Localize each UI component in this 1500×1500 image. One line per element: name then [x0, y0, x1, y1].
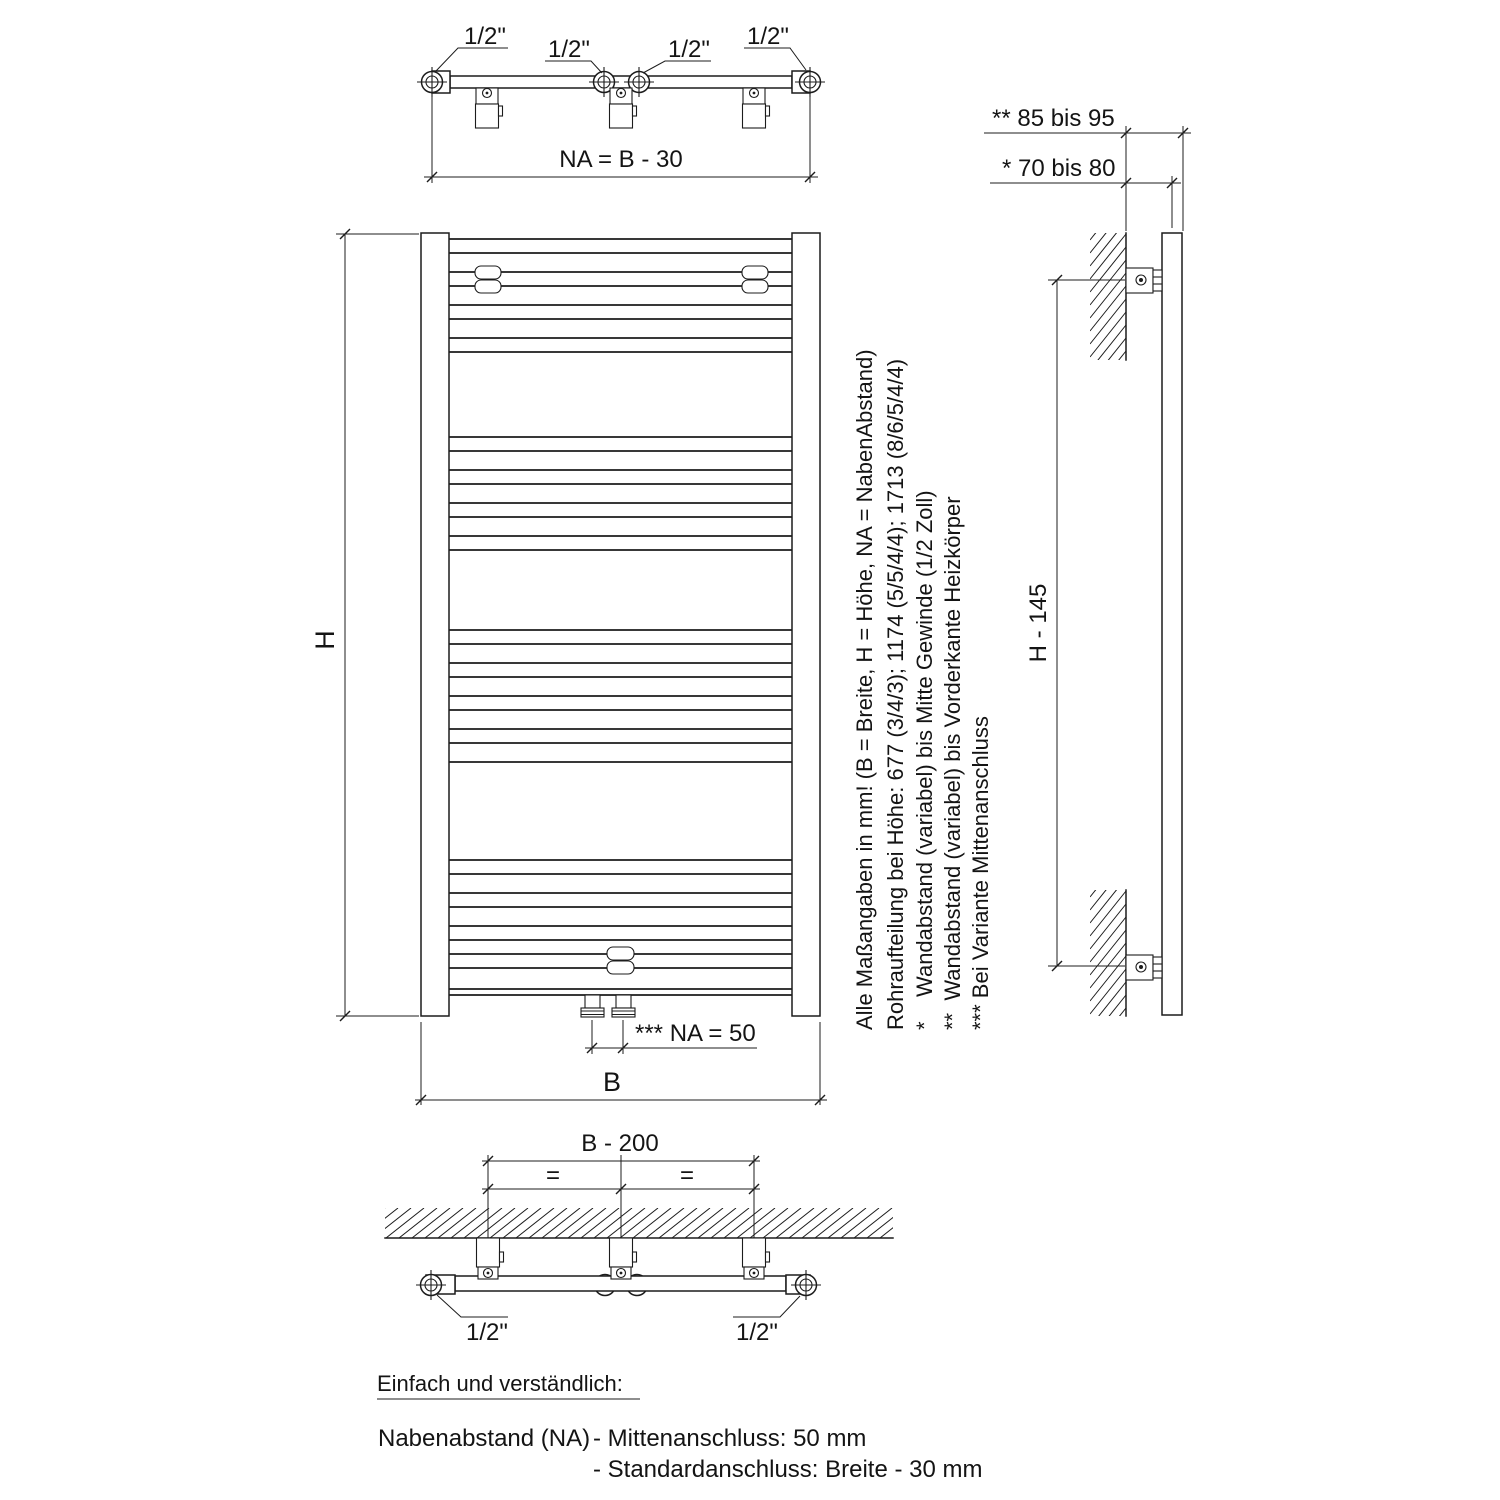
dim-height: [310, 229, 419, 1021]
footer: [377, 1371, 983, 1483]
connection-size-label-bottom-right: 1/2": [736, 1319, 778, 1346]
notes-column: [852, 349, 993, 1030]
wall-bracket-side-top: [1126, 268, 1162, 293]
connection-size-label-2: 1/2": [548, 36, 590, 63]
equal-mark-right: =: [679, 1162, 695, 1189]
front-view: [310, 229, 827, 1105]
leader-half-inch-4: [744, 48, 806, 70]
bottom-view: [347, 1130, 957, 1346]
dim-bracket-spacing: [1025, 275, 1125, 971]
radiator-panel-side: [1162, 233, 1182, 1015]
right-vertical-tube: [792, 233, 820, 1016]
connection-size-label-1: 1/2": [464, 23, 506, 50]
leader-half-inch-1: [436, 48, 508, 71]
wall-brackets-top-view: [476, 88, 770, 128]
footer-term: Nabenabstand (NA): [378, 1425, 591, 1452]
leader-half-inch-bottom-left: [437, 1295, 508, 1317]
rung-pipes: [449, 239, 792, 995]
dim-label-height: H: [310, 630, 340, 650]
dim-label-na-top: NA = B - 30: [559, 146, 683, 173]
footer-item-standard-connection: - Standardanschluss: Breite - 30 mm: [593, 1456, 983, 1483]
connection-size-label-3: 1/2": [668, 36, 710, 63]
dim-wall-to-thread: [990, 155, 1181, 228]
dim-label-wall-front: ** 85 bis 95: [992, 105, 1115, 132]
dim-label-center-na: *** NA = 50: [635, 1020, 756, 1047]
connection-size-label-bottom-left: 1/2": [466, 1319, 508, 1346]
leader-half-inch-bottom-right: [733, 1296, 800, 1317]
top-rail: [450, 76, 792, 88]
note-wall-distance-front: ** Wandabstand (variabel) bis Vorderkante Heizkörper: [940, 496, 965, 1030]
wall-hatch: [347, 1208, 957, 1238]
dim-label-width: B: [602, 1067, 622, 1097]
bottom-connections: [581, 995, 635, 1017]
top-view: [417, 23, 825, 183]
wall-hatch-bottom: [1090, 852, 1126, 1053]
dim-bracket-span: [482, 1130, 760, 1166]
dim-center-connection: [585, 1020, 757, 1054]
end-fitting-left: [416, 1270, 455, 1300]
dim-width: [415, 1022, 827, 1105]
side-view: [984, 105, 1191, 1053]
dim-label-wall-thread: * 70 bis 80: [1002, 155, 1116, 182]
left-vertical-tube: [421, 233, 449, 1016]
equal-mark-left: =: [545, 1162, 561, 1189]
dim-label-b-200: B - 200: [581, 1130, 659, 1157]
wall-brackets-bottom-view: [477, 1238, 770, 1279]
note-units: Alle Maßangaben in mm! (B = Breite, H = Höhe, NA = NabenAbstand): [852, 349, 877, 1030]
note-center-connection-variant: *** Bei Variante Mittenanschluss: [968, 716, 993, 1030]
wall-bracket-side-bottom: [1126, 955, 1162, 980]
connection-size-label-4: 1/2": [747, 23, 789, 50]
note-pipe-distribution: Rohraufteilung bei Höhe: 677 (3/4/3); 1174 (5/5/4/4); 1713 (8/6/5/4/4): [883, 358, 908, 1030]
wall-hatch-top: [1090, 195, 1126, 409]
bracket-clips: [475, 266, 768, 974]
note-wall-distance-thread: * Wandabstand (variabel) bis Mitte Gewinde (1/2 Zoll): [912, 490, 937, 1030]
dim-label-h-145: H - 145: [1025, 583, 1052, 663]
footer-heading: Einfach und verständlich:: [377, 1371, 623, 1396]
end-fitting-right: [786, 1270, 821, 1300]
footer-item-center-connection: - Mittenanschluss: 50 mm: [593, 1425, 867, 1452]
